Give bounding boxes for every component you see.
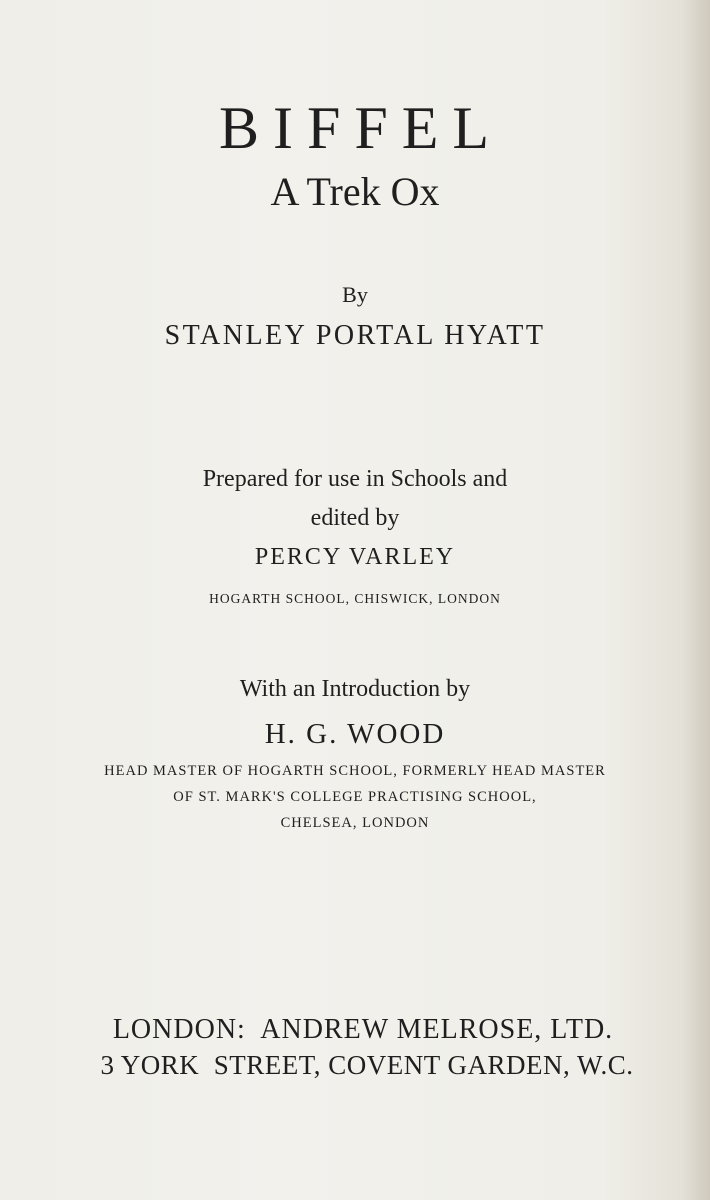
editor-name: PERCY VARLEY — [254, 544, 456, 570]
by-label: By — [342, 282, 368, 307]
prepared-line: Prepared for use in Schools and — [202, 466, 508, 492]
book-subtitle: A Trek Ox — [270, 169, 440, 214]
editor-affiliation: HOGARTH SCHOOL, CHISWICK, LONDON — [209, 591, 501, 606]
book-title: BIFFEL — [218, 95, 504, 161]
intro-affiliation-line: OF ST. MARK'S COLLEGE PRACTISING SCHOOL, — [173, 789, 537, 805]
edited-by-line: edited by — [310, 505, 400, 531]
introduction-line: With an Introduction by — [239, 676, 471, 702]
intro-affiliation-line: CHELSEA, LONDON — [280, 815, 430, 831]
author-name: STANLEY PORTAL HYATT — [164, 320, 546, 351]
introduction-author: H. G. WOOD — [264, 718, 446, 750]
intro-affiliation-line: HEAD MASTER OF HOGARTH SCHOOL, FORMERLY HEAD MASTER — [104, 763, 606, 779]
publisher-address: 3 YORK STREET, COVENT GARDEN, W.C. — [100, 1050, 634, 1080]
publisher-name: LONDON: ANDREW MELROSE, LTD. — [112, 1014, 614, 1045]
